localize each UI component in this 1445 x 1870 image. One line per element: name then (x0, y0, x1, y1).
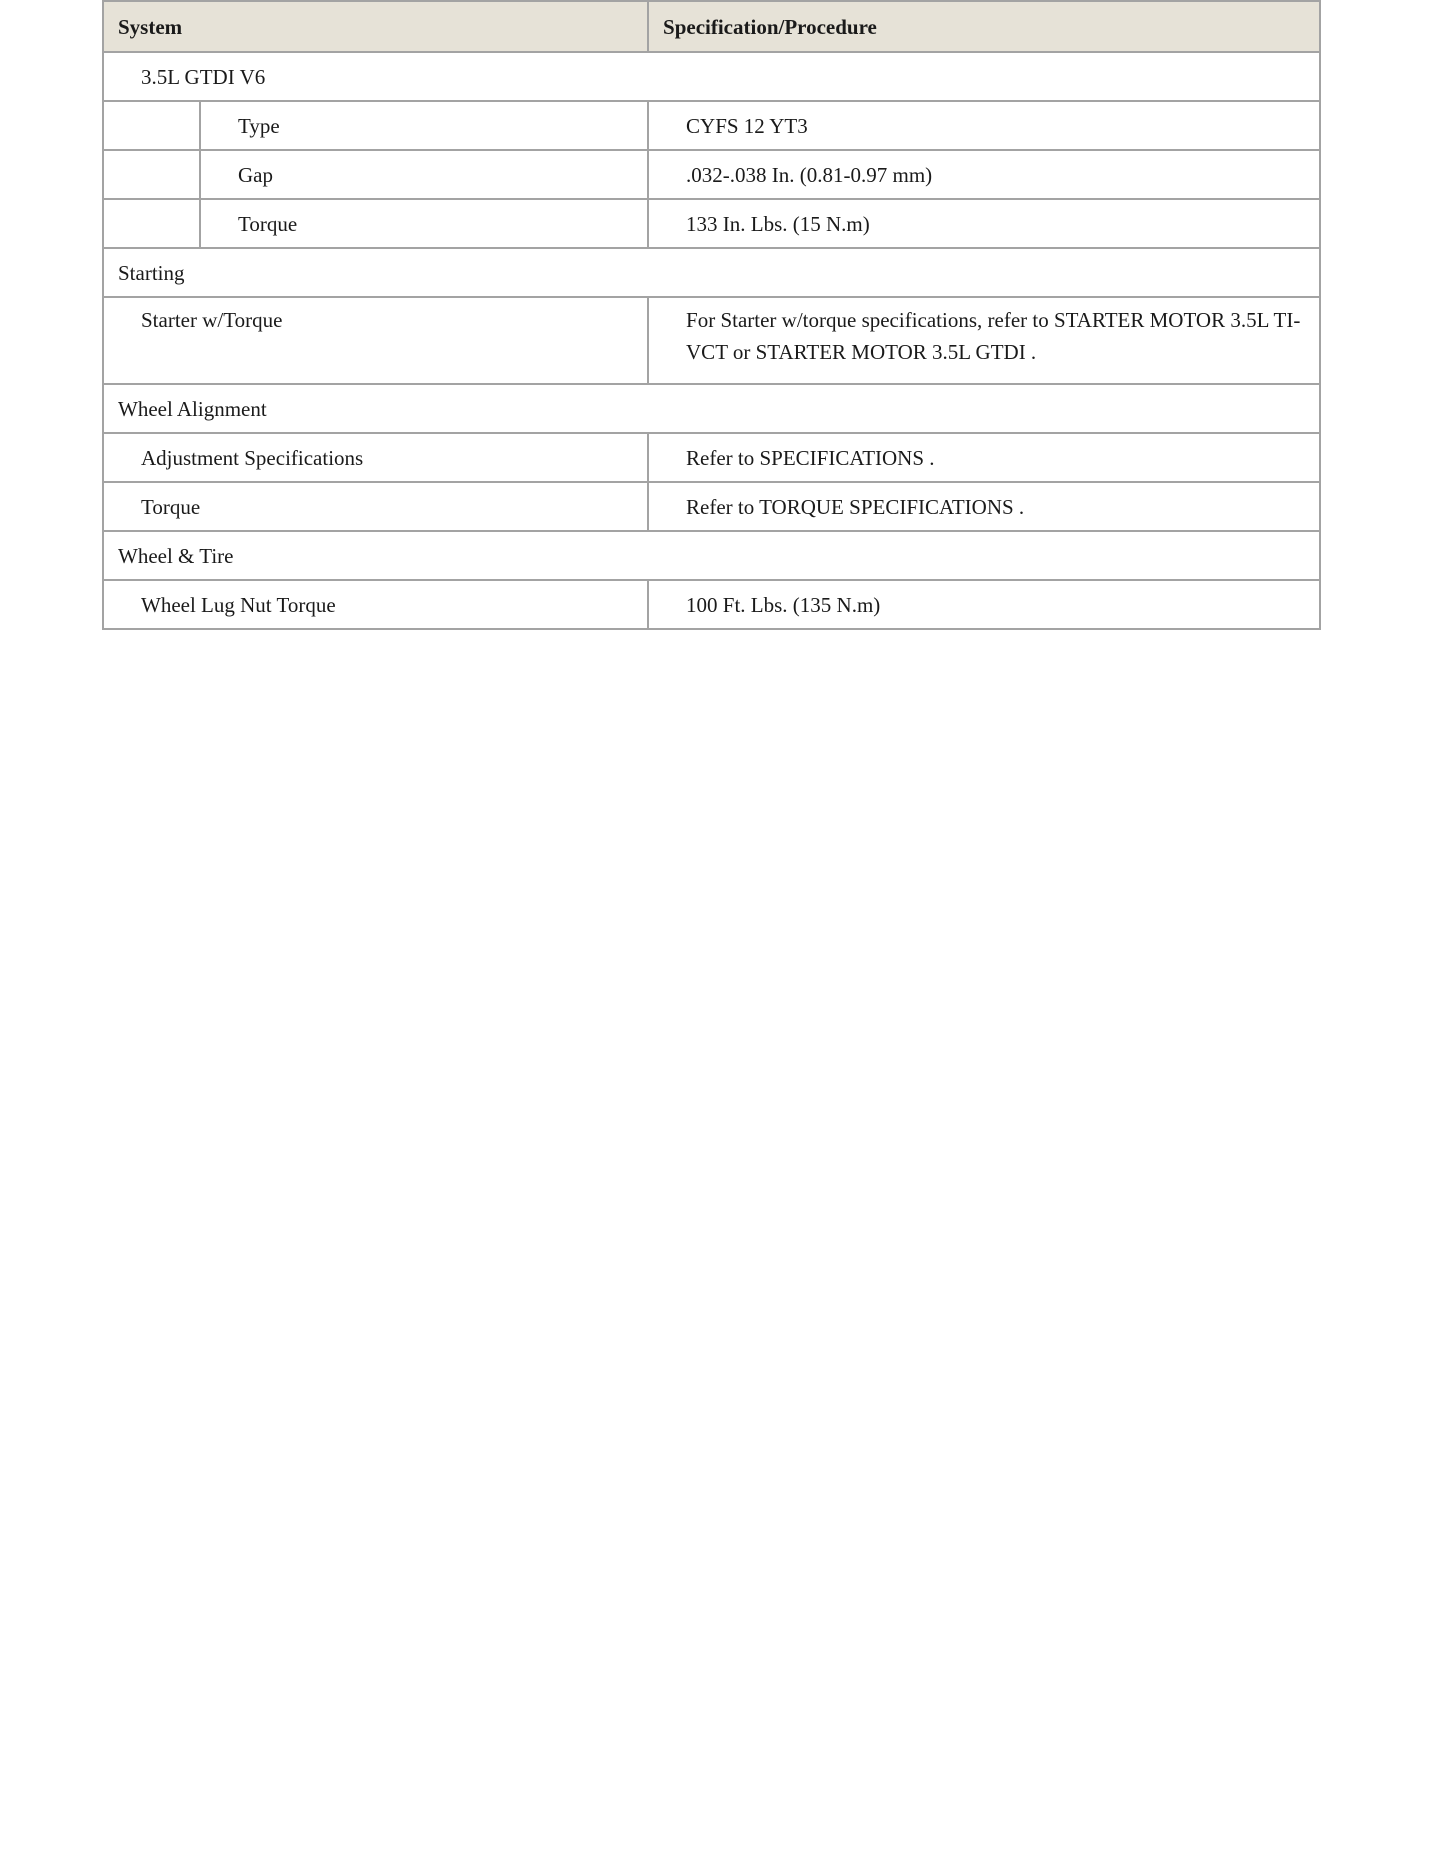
table-row (103, 101, 1320, 150)
header-system: System (103, 1, 648, 52)
spark-plug-torque-value: 133 In. Lbs. (15 N.m) (648, 199, 1320, 248)
specifications-table (102, 0, 1321, 630)
spark-plug-torque-label: Torque (200, 199, 648, 248)
table-row (103, 52, 1320, 101)
gap-label: Gap (200, 150, 648, 199)
table-row (103, 433, 1320, 482)
gap-value: .032-.038 In. (0.81-0.97 mm) (648, 150, 1320, 199)
alignment-torque-label: Torque (103, 482, 648, 531)
indent-cell (103, 150, 200, 199)
indent-cell (103, 199, 200, 248)
starter-torque-value: For Starter w/torque specifications, refer to STARTER MOTOR 3.5L TI-VCT or STARTER MOTOR 3.5L GTDI . (648, 297, 1320, 384)
adjustment-specifications-label: Adjustment Specifications (103, 433, 648, 482)
table-row (103, 248, 1320, 297)
header-specification: Specification/Procedure (648, 1, 1320, 52)
section-heading-starting: Starting (103, 248, 1320, 297)
lug-nut-torque-value: 100 Ft. Lbs. (135 N.m) (648, 580, 1320, 629)
table-row (103, 199, 1320, 248)
table-row (103, 482, 1320, 531)
table-row (103, 384, 1320, 433)
adjustment-specifications-value: Refer to SPECIFICATIONS . (648, 433, 1320, 482)
spark-plug-type-value: CYFS 12 YT3 (648, 101, 1320, 150)
table-row (103, 150, 1320, 199)
section-heading-wheel-tire: Wheel & Tire (103, 531, 1320, 580)
table-row (103, 531, 1320, 580)
table-row (103, 297, 1320, 384)
table-row (103, 580, 1320, 629)
lug-nut-torque-label: Wheel Lug Nut Torque (103, 580, 648, 629)
section-heading-wheel-alignment: Wheel Alignment (103, 384, 1320, 433)
spark-plug-type-label: Type (200, 101, 648, 150)
engine-subheading: 3.5L GTDI V6 (103, 52, 1320, 101)
indent-cell (103, 101, 200, 150)
alignment-torque-value: Refer to TORQUE SPECIFICATIONS . (648, 482, 1320, 531)
starter-torque-label: Starter w/Torque (103, 297, 648, 384)
header-row (103, 1, 1320, 52)
